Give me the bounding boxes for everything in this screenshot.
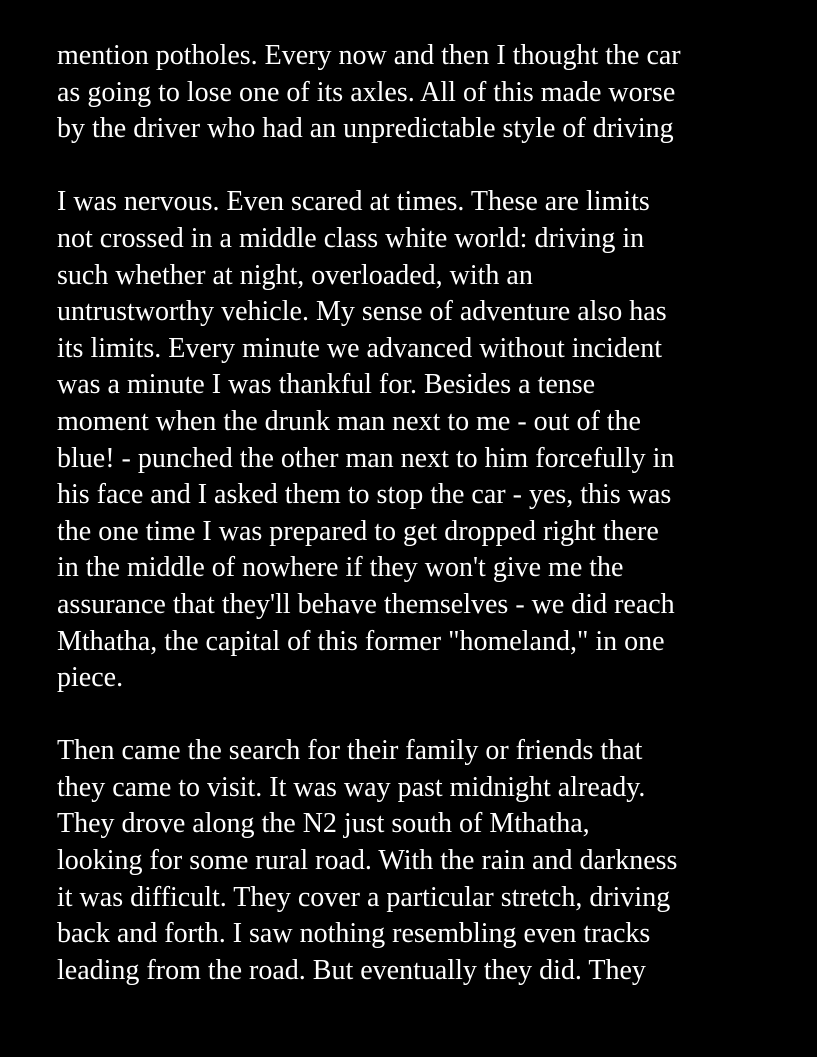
- text-line: They drove along the N2 just south of Mthatha,: [57, 808, 590, 840]
- paragraph-spacer: [57, 697, 797, 734]
- text-line: mention potholes. Every now and then I thought the car: [57, 40, 681, 71]
- paragraph-2: [57, 184, 797, 696]
- text-line: in the middle of nowhere if they won't give me the: [57, 552, 624, 584]
- paragraph-3: [57, 733, 797, 989]
- text-line: his face and I asked them to stop the car - yes, this was: [57, 479, 672, 511]
- text-line: was a minute I was thankful for. Besides a tense: [57, 369, 596, 401]
- text-line: as going to lose one of its axles. All of this made worse: [57, 76, 676, 108]
- text-line: assurance that they'll behave themselves - we did reach: [57, 588, 675, 620]
- paragraph-1: [57, 38, 797, 148]
- paragraph-spacer: [57, 148, 797, 185]
- text-line: untrustworthy vehicle. My sense of adventure also has: [57, 296, 667, 328]
- text-line: piece.: [57, 662, 124, 694]
- text-line: blue! - punched the other man next to him forcefully in: [57, 442, 675, 474]
- text-line: the one time I was prepared to get dropped right there: [57, 515, 659, 547]
- text-line: such whether at night, overloaded, with an: [57, 259, 533, 291]
- text-line: by the driver who had an unpredictable style of driving: [57, 113, 674, 145]
- text-line: Then came the search for their family or friends that: [57, 735, 643, 767]
- text-line: it was difficult. They cover a particular stretch, driving: [57, 881, 671, 913]
- text-line: leading from the road. But eventually they did. They: [57, 954, 646, 986]
- document-text: [57, 38, 797, 989]
- text-line: looking for some rural road. With the rain and darkness: [57, 845, 678, 877]
- text-line: I was nervous. Even scared at times. These are limits: [57, 186, 650, 218]
- text-line: its limits. Every minute we advanced without incident: [57, 332, 662, 364]
- text-line: Mthatha, the capital of this former "homeland," in one: [57, 625, 665, 657]
- text-line: they came to visit. It was way past midnight already.: [57, 771, 646, 803]
- text-line: not crossed in a middle class white world: driving in: [57, 222, 645, 254]
- text-line: back and forth. I saw nothing resembling even tracks: [57, 918, 651, 950]
- text-line: moment when the drunk man next to me - out of the: [57, 405, 641, 437]
